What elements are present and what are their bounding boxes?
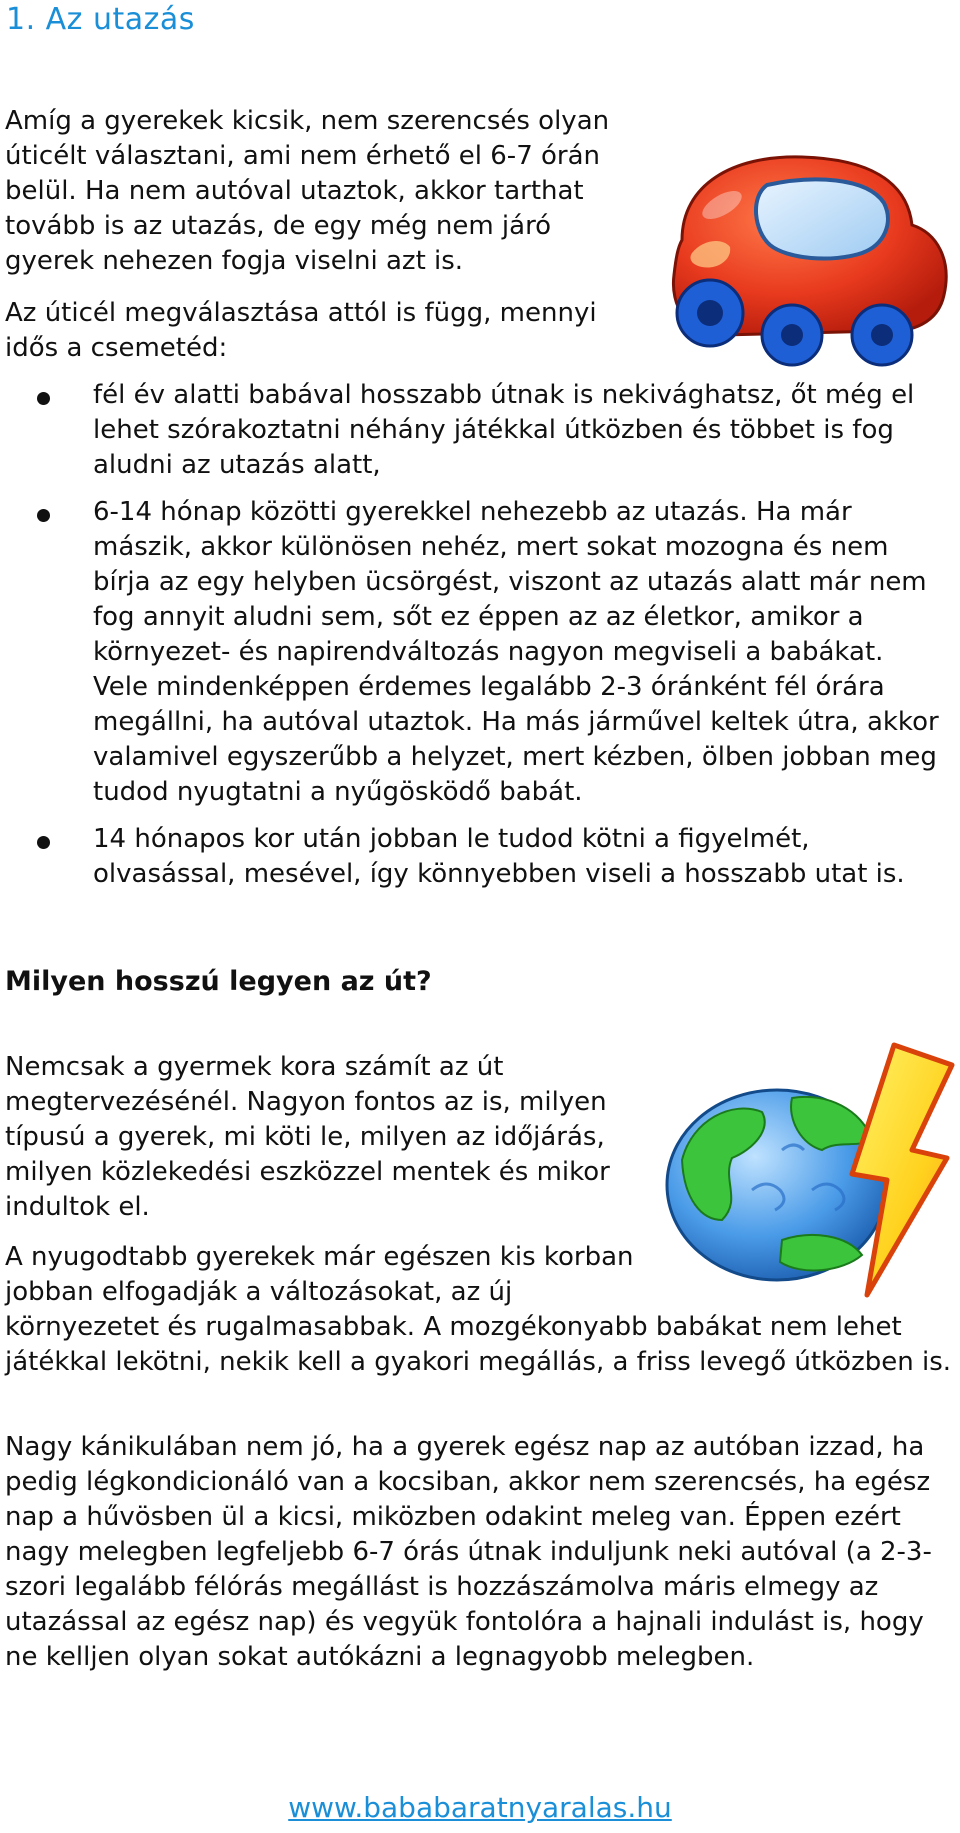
intro-paragraph-1: Amíg a gyerekek kicsik, nem szerencsés olyan úticélt választani, ami nem érhető el 6-7 órán belül. Ha nem autóval utaztok, akkor tarthat tovább is az utazás, de egy még nem járó gyerek nehezen fogja viselni azt is. <box>5 106 610 276</box>
age-bullet-list <box>0 378 960 904</box>
section2-paragraph-2-rest: környezetet és rugalmasabbak. A mozgékonyabb babákat nem lehet játékkal lekötni, nekik kell a gyakori megállás, a friss levegő útközben is. <box>5 1312 952 1377</box>
toy-car-icon <box>662 145 957 370</box>
bullet-icon <box>37 509 50 522</box>
wheel-right <box>852 305 912 365</box>
section2-paragraph-2 <box>5 1240 960 1380</box>
footer-website-link[interactable]: www.bababaratnyaralas.hu <box>288 1791 672 1824</box>
intro-paragraph-2: Az úticél megválasztása attól is függ, mennyi idős a csemetéd: <box>5 298 597 363</box>
list-item <box>0 495 943 810</box>
bullet-text: 6-14 hónap közötti gyerekkel nehezebb az utazás. Ha már mászik, akkor különösen nehéz, mert sokat mozogna és nem bírja az egy helyben ücsörgést, viszont az utazás alatt már nem fog annyit aludni sem, sőt ez éppen az az életkor, amikor a környezet- és napirendváltozás nagyon megviseli a babákat. Vele mindenképpen érdemes legalább 2-3 óránként fél órára megállni, ha autóval utaztok. Ha más járművel keltek útra, akkor valamivel egyszerűbb a helyzet, mert kézben, ölben jobban meg tudod nyugtatni a nyűgösködő babát. <box>93 497 939 807</box>
bullet-text: 14 hónapos kor után jobban le tudod kötni a figyelmét, olvasással, mesével, így könnyebben viseli a hosszabb utat is. <box>93 824 905 889</box>
subheading: Milyen hosszú legyen az út? <box>5 966 432 997</box>
section2-paragraph-1: Nemcsak a gyermek kora számít az út megtervezésénél. Nagyon fontos az is, milyen típusú a gyerek, mi köti le, milyen az időjárás, milyen közlekedési eszközzel mentek és mikor indultok el. <box>5 1052 610 1222</box>
section2-paragraph-2-lead: A nyugodtabb gyerekek már egészen kis korban jobban elfogadják a változásokat, az új <box>5 1242 634 1307</box>
section2-paragraph-3: Nagy kánikulában nem jó, ha a gyerek egész nap az autóban izzad, ha pedig légkondicionáló van a kocsiban, akkor nem szerencsés, ha egész nap a hűvösben ül a kicsi, miközben odakint meleg van. Éppen ezért nagy melegben legfeljebb 6-7 órás útnak induljunk neki autóval (a 2-3-szori legalább félórás megállást is hozzászámolva máris elmegy az utazással az egész nap) és vegyük fontolóra a hajnali indulást is, hogy ne kelljen olyan sokat autókázni a legnagyobb melegben. <box>5 1432 932 1672</box>
list-item <box>0 378 943 483</box>
wheel-left <box>677 280 743 346</box>
bullet-text: fél év alatti babával hosszabb útnak is nekivághatsz, őt még el lehet szórakoztatni néhány játékkal útközben és többet is fog aludni az utazás alatt, <box>93 380 915 480</box>
toy-car-image <box>662 145 957 370</box>
list-item <box>0 822 943 892</box>
wheel-mid <box>762 305 822 365</box>
bullet-icon <box>37 836 50 849</box>
bullet-icon <box>37 392 50 405</box>
section-title: 1. Az utazás <box>6 2 195 37</box>
